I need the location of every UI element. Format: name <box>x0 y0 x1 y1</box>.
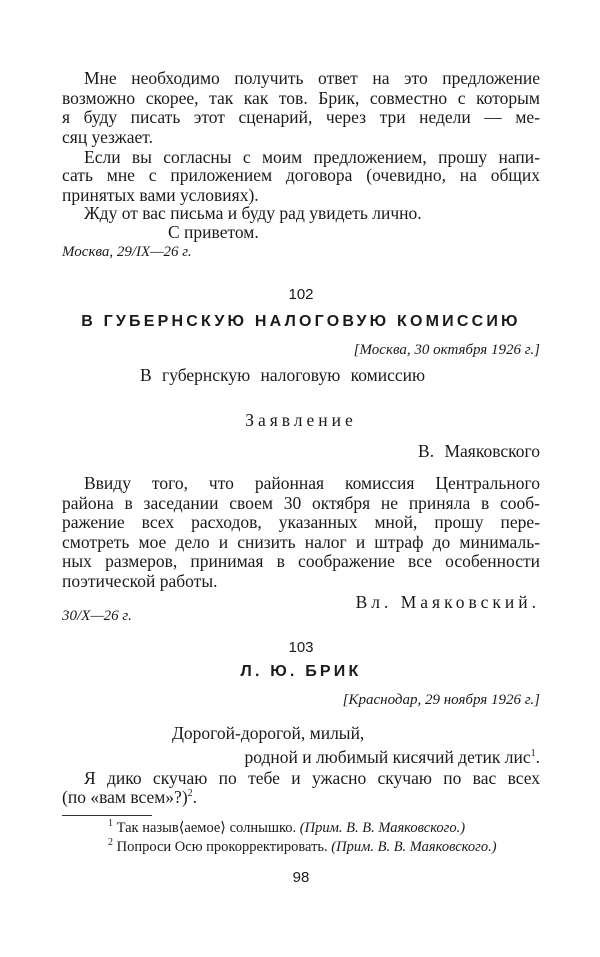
punctuation: . <box>192 787 198 807</box>
footnote-mark: 1 <box>530 748 536 760</box>
letter-date: [Краснодар, 29 ноября 1926 г.] <box>342 692 540 708</box>
text-line: Я дико скучаю по тебе и ужасно скучаю по вас всех <box>84 768 540 788</box>
greeting-line: Дорогой-дорогой, милый, <box>172 723 365 743</box>
text-line: поэтической работы. <box>62 571 218 591</box>
body-text: (по «вам всем»?) <box>62 787 188 807</box>
greeting-line <box>62 747 540 767</box>
letter-number: 102 <box>288 286 314 303</box>
footnote-text: Попроси Осю прокорректировать. <box>116 839 332 855</box>
text-line: Мне необходимо получить ответ на это предложение <box>84 68 540 88</box>
footnote-mark: 1 <box>108 818 113 830</box>
footnote <box>108 837 540 857</box>
greeting-text: родной и любимый кисячий детик лис <box>244 747 531 767</box>
footnote-note: (Прим. В. В. Маяковского.) <box>331 839 497 855</box>
letter-title: Л. Ю. БРИК <box>240 663 362 680</box>
footnote-note: (Прим. В. В. Маяковского.) <box>299 820 466 836</box>
footnote-mark: 2 <box>108 837 113 849</box>
text-line: возможно скорее, так как тов. Брик, совместно с которым <box>62 88 540 108</box>
text-line: сяц уезжает. <box>62 127 153 147</box>
footnote-divider <box>62 815 152 816</box>
footnote <box>108 818 540 838</box>
text-line: Жду от вас письма и буду рад увидеть лично. <box>84 203 422 223</box>
text-line <box>62 787 540 807</box>
signature: Вл. Маяковский. <box>355 592 540 612</box>
text-line: сать мне с приложением договора (очевидно, на общих <box>62 165 540 185</box>
letter-number: 103 <box>288 639 314 656</box>
place-date: Москва, 29/IX—26 г. <box>62 244 192 260</box>
text-line: ных размеров, принимая в соображение все особенности <box>62 551 540 571</box>
addressee: В губернскую налоговую комиссию <box>140 365 426 385</box>
closing: С приветом. <box>168 222 259 242</box>
text-line: смотреть мое дело и снизить налог и штраф до минималь- <box>62 532 540 552</box>
text-line: я буду писать этот сценарий, через три недели — ме- <box>62 107 540 127</box>
text-line: Ввиду того, что районная комиссия Центрального <box>84 473 540 493</box>
text-line: Если вы согласны с моим предложением, прошу напи- <box>84 147 540 167</box>
text-line: района в заседании своем 30 октября не приняла в сооб- <box>62 493 540 513</box>
footnote-mark: 2 <box>187 788 193 800</box>
from: В. Маяковского <box>418 441 540 461</box>
sign-date: 30/X—26 г. <box>62 608 132 624</box>
page-number: 98 <box>292 869 310 886</box>
letter-title: В ГУБЕРНСКУЮ НАЛОГОВУЮ КОМИССИЮ <box>81 313 521 330</box>
text-line: ражение всех расходов, указанных мной, прошу пере- <box>62 512 540 532</box>
footnote-text: Так назыв⟨аемое⟩ солнышко. <box>116 820 300 836</box>
letter-date: [Москва, 30 октября 1926 г.] <box>353 342 540 358</box>
text-line: принятых вами условиях). <box>62 185 259 205</box>
doc-type: Заявление <box>245 410 357 430</box>
punctuation: . <box>535 747 540 767</box>
